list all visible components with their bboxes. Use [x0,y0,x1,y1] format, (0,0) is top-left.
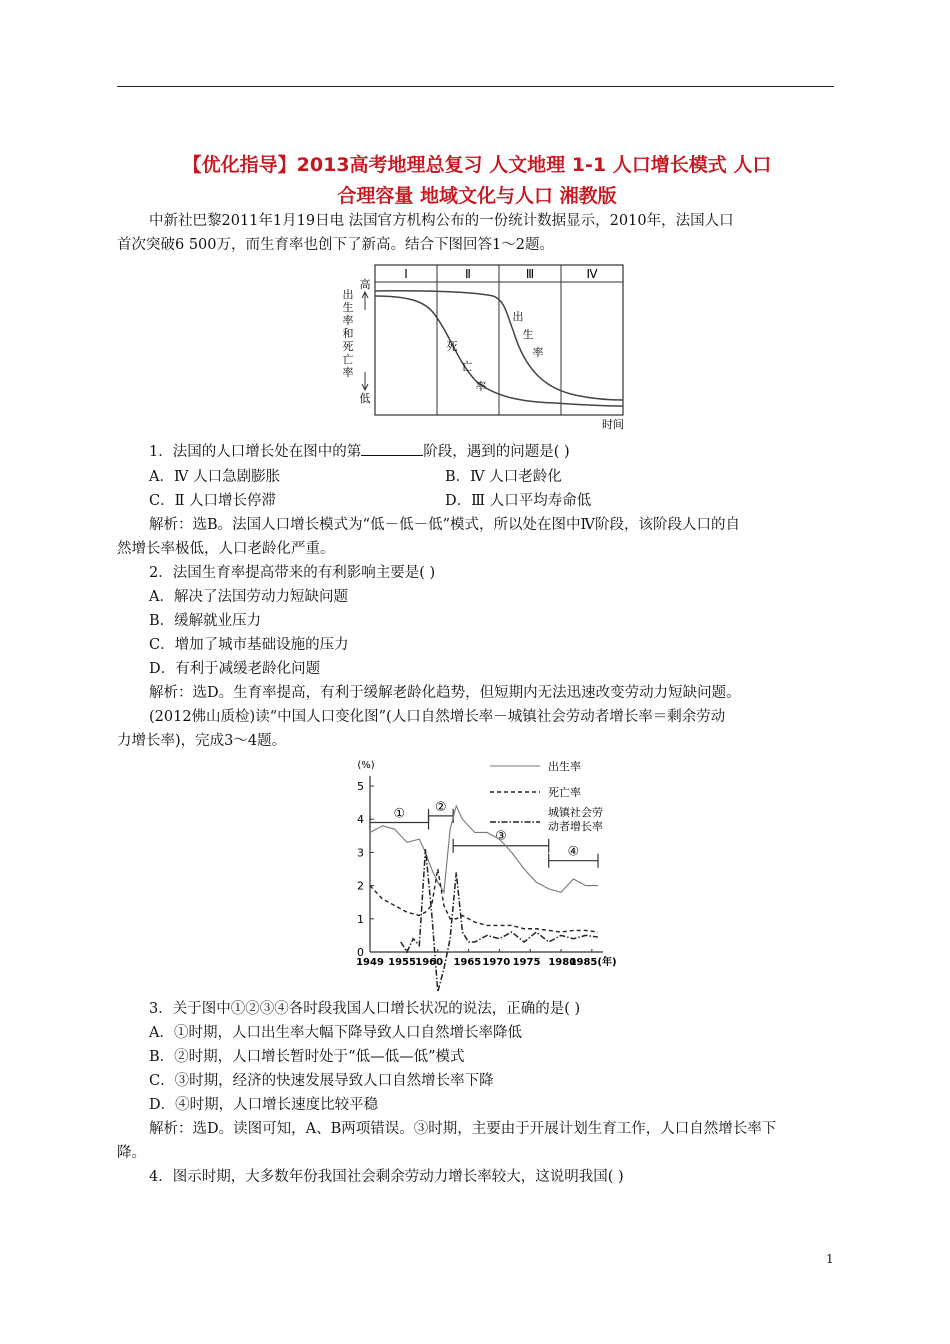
china-population-chart [330,752,640,992]
period-label: ① [393,806,406,822]
legend-death-label: 死亡率 [548,786,581,799]
q1-option-c: C．Ⅱ 人口增长停滞 [149,493,277,509]
q1-answer-line1: 解析：选B。法国人口增长模式为“低－低－低”模式，所以处在图中Ⅳ阶段，该阶段人口的自 [149,517,740,533]
q1-answer-line2: 然增长率极低，人口老龄化严重。 [117,541,335,557]
page-number: 1 [826,1252,834,1266]
x-tick-label: 1985(年) [569,957,617,968]
legend-birth-label: 出生率 [548,760,581,773]
population-model-figure [335,260,635,435]
svg-text:率: 率 [342,366,354,379]
q3-stem: 3．关于图中①②③④各时段我国人口增长状况的说法，正确的是( ) [149,1001,581,1017]
y-tick-label: 3 [357,846,364,860]
stage-label-2: Ⅱ [465,267,471,281]
period-label: ② [435,799,447,815]
legend-labor-label-1: 城镇社会劳 [548,806,603,819]
q3-answer-line2: 降。 [117,1145,146,1161]
q3-option-b: B．②时期，人口增长暂时处于“低—低—低”模式 [149,1049,465,1065]
q2-option-c: C．增加了城市基础设施的压力 [149,637,349,653]
x-axis-label: 时间 [602,418,624,431]
svg-text:率: 率 [475,380,487,393]
y-tick-label: 2 [357,879,364,893]
y-low-label: 低 [359,392,371,405]
stage-label-1: Ⅰ [404,267,408,281]
q1-stem: 1．法国的人口增长处在图中的第 阶段，遇到的问题是( ) [149,444,570,460]
death-rate-label [447,340,487,393]
y-axis-label [343,287,354,379]
x-tick-label: 1975 [512,957,541,968]
q3-option-c: C．③时期，经济的快速发展导致人口自然增长率下降 [149,1073,494,1089]
page-title-line2: 合理容量 地域文化与人口 湘教版 [337,185,617,207]
q2-answer: 解析：选D。生育率提高，有利于缓解老龄化趋势，但短期内无法迅速改变劳动力短缺问题。 [149,685,741,701]
q3-answer-line1: 解析：选D。读图可知，A、B两项错误。③时期，主要由于开展计划生育工作，人口自然增长率下 [149,1121,777,1137]
x-tick-label: 1955 [388,957,416,968]
header-rule [117,86,834,87]
y-tick-label: 4 [357,813,364,827]
urban-labor-growth-line [401,849,598,992]
x-tick-label: 1970 [482,957,511,968]
x-tick-label: 1960 [415,957,444,968]
y-unit-label: (%) [357,760,375,771]
page-title-line1: 【优化指导】2013高考地理总复习 人文地理 1-1 人口增长模式 人口 [182,154,772,176]
x-tick-label: 1965 [453,957,482,968]
period-label: ③ [495,828,507,844]
q3-option-d: D．④时期，人口增长速度比较平稳 [149,1097,379,1113]
q2-option-a: A．解决了法国劳动力短缺问题 [149,589,348,605]
period-label: ④ [567,844,580,860]
intro2-line1: (2012佛山质检)读“中国人口变化图”(人口自然增长率－城镇社会劳动者增长率＝剩余劳动 [149,709,726,725]
svg-text:生: 生 [522,328,534,341]
y-tick-label: 0 [357,946,364,959]
svg-text:亡: 亡 [342,353,354,366]
q1-option-b: B．Ⅳ 人口老龄化 [445,469,562,485]
q1-answer-blank[interactable] [361,443,423,456]
svg-text:生: 生 [342,301,354,314]
svg-text:率: 率 [342,314,354,327]
svg-text:亡: 亡 [461,360,473,373]
stage-label-4: Ⅳ [586,267,598,281]
svg-text:死: 死 [342,340,354,353]
q3-option-a: A．①时期，人口出生率大幅下降导致人口自然增长率降低 [149,1025,522,1041]
q2-stem: 2．法国生育率提高带来的有利影响主要是( ) [149,565,436,581]
x-tick-label: 1980 [548,957,577,968]
svg-text:和: 和 [342,327,354,340]
intro2-line2: 力增长率)，完成3～4题。 [117,733,287,749]
legend-labor-label-2: 动者增长率 [548,820,603,833]
y-tick-label: 5 [357,780,364,793]
q4-stem: 4．图示时期，大多数年份我国社会剩余劳动力增长率较大，这说明我国( ) [149,1169,624,1185]
stage-label-3: Ⅲ [525,267,535,281]
birth-rate-label [513,309,544,359]
y-high-label: 高 [359,278,371,291]
svg-text:出: 出 [342,288,354,301]
svg-text:死: 死 [446,340,458,353]
intro-line2: 首次突破6 500万，而生育率也创下了新高。结合下图回答1～2题。 [117,237,554,253]
svg-text:率: 率 [532,346,544,359]
q1-option-a: A．Ⅳ 人口急剧膨胀 [149,469,281,485]
death-rate-line [370,869,598,932]
q2-option-d: D．有利于减缓老龄化问题 [149,661,321,677]
intro-line1: 中新社巴黎2011年1月19日电 法国官方机构公布的一份统计数据显示，2010年，法国人口 [149,213,734,229]
q1-option-d: D．Ⅲ 人口平均寿命低 [445,493,592,509]
x-tick-label: 1949 [356,957,384,968]
y-tick-label: 1 [357,912,364,926]
svg-text:出: 出 [512,310,524,323]
q2-option-b: B．缓解就业压力 [149,613,262,629]
